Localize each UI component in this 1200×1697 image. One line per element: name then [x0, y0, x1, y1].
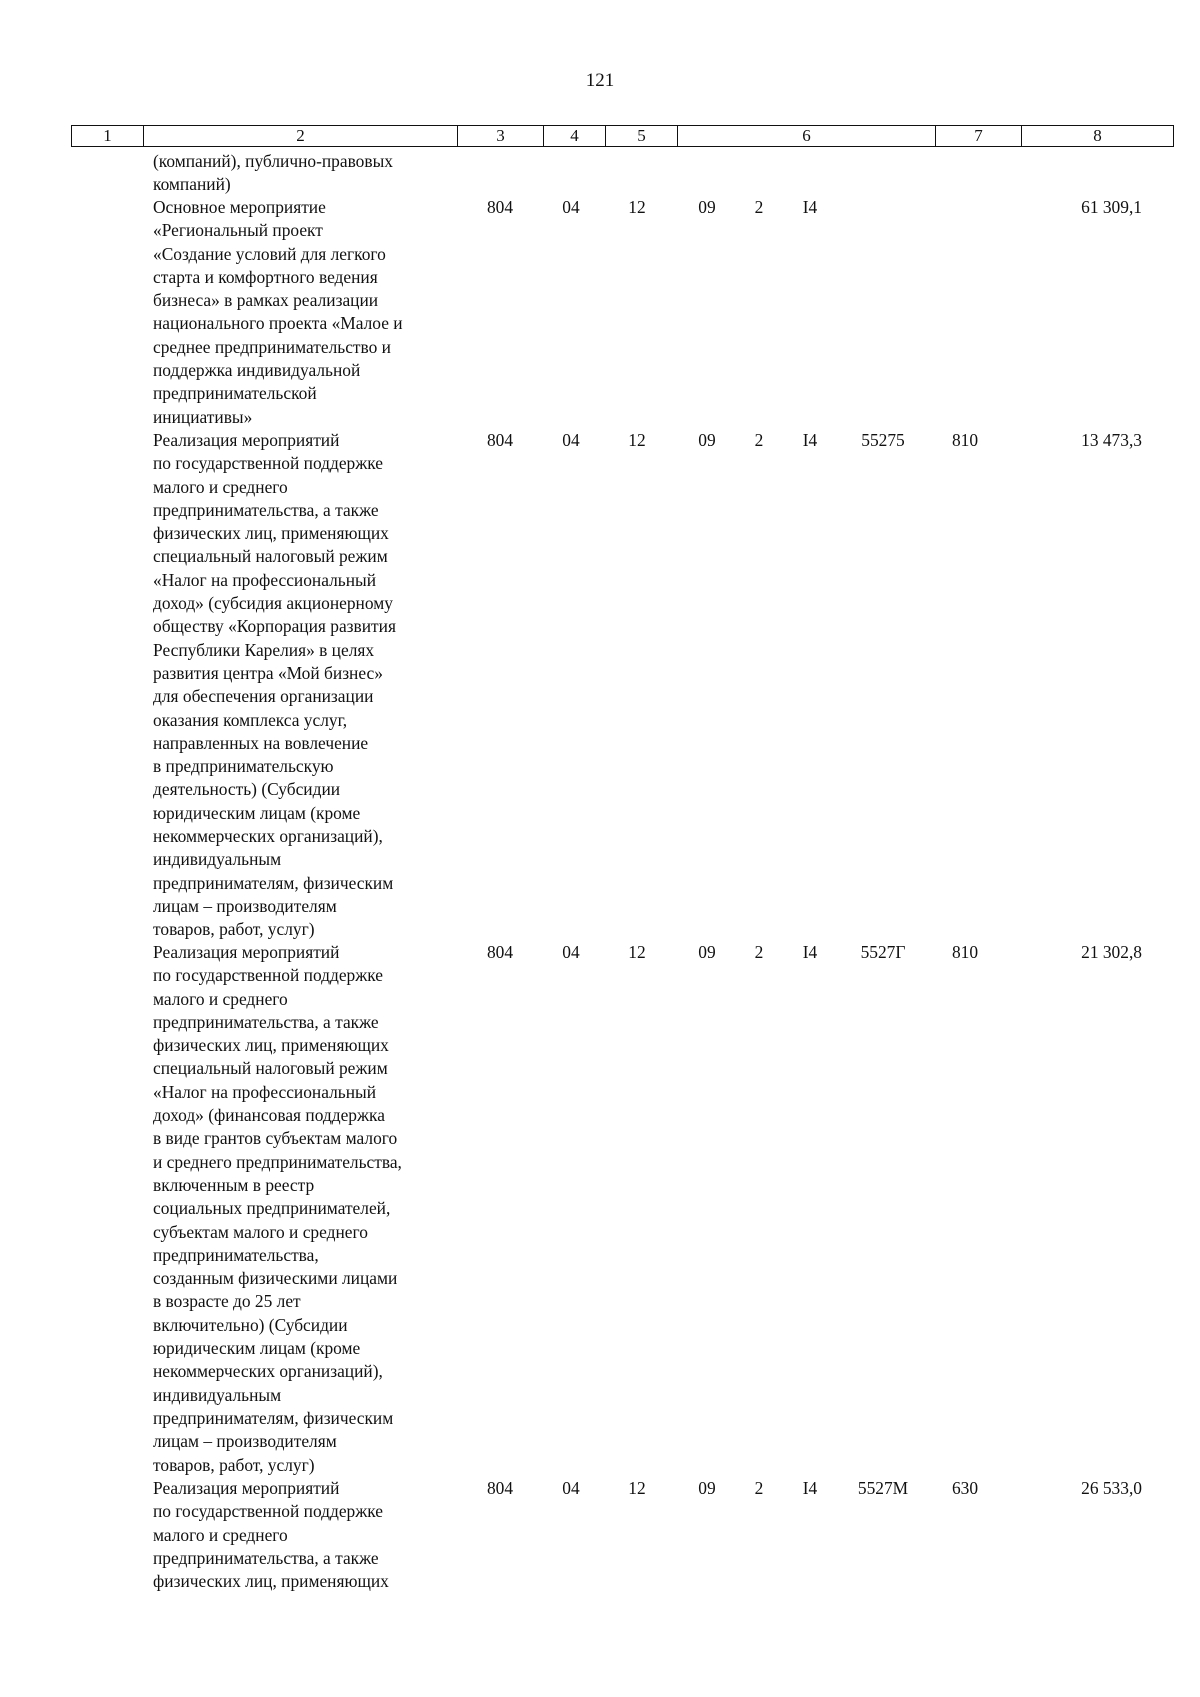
column-header-8: 8: [1022, 126, 1174, 147]
project-code: I4: [802, 197, 818, 217]
expense-type-code: 810: [951, 430, 979, 450]
ministry-code: 804: [486, 1478, 514, 1498]
program-code: 09: [698, 197, 716, 217]
program-code: 09: [698, 942, 716, 962]
ministry-code: 804: [486, 430, 514, 450]
section-code: 04: [562, 430, 580, 450]
direction-code: 55275: [861, 430, 905, 450]
subprogram-code: 2: [754, 430, 764, 450]
ministry-code: 804: [486, 197, 514, 217]
direction-code: 5527М: [857, 1478, 909, 1498]
subsection-code: 12: [628, 1478, 646, 1498]
column-header-7: 7: [936, 126, 1022, 147]
amount: 13 473,3: [1081, 430, 1142, 450]
program-code: 09: [698, 1478, 716, 1498]
subsection-code: 12: [628, 197, 646, 217]
section-code: 04: [562, 942, 580, 962]
program-code: 09: [698, 430, 716, 450]
column-header-5: 5: [606, 126, 678, 147]
column-header-1: 1: [72, 126, 144, 147]
expense-type-code: 630: [951, 1478, 979, 1498]
ministry-code: 804: [486, 942, 514, 962]
column-header-2: 2: [144, 126, 458, 147]
row-description: (компаний), публично-правовых компаний): [153, 151, 393, 195]
subprogram-code: 2: [754, 942, 764, 962]
subprogram-code: 2: [754, 197, 764, 217]
row-description: Основное мероприятие «Региональный проект «Создание условий для легкого старта и комфортного ведения бизнеса» в рамках реализации национального проекта «Малое и среднее предпринимательство и поддержка индивидуальной предпринимательской инициативы»: [153, 197, 403, 427]
column-header-row: [72, 126, 1174, 147]
column-header-4: 4: [544, 126, 606, 147]
row-description: Реализация мероприятий по государственной поддержке малого и среднего предпринимательства, а также физических лиц, применяющих специальный налоговый режим «Налог на профессиональный доход» (субсидия акционерному обществу «Корпорация развития Республики Карелия» в целях развития центра «Мой бизнес» для обеспечения организации оказания комплекса услуг, направленных на вовлечение в предпринимательскую деятельность) (Субсидии юридическим лицам (кроме некоммерческих организаций), индивидуальным предпринимателям, физическим лицам – производителям товаров, работ, услуг): [153, 430, 396, 940]
column-header-3: 3: [458, 126, 544, 147]
project-code: I4: [802, 942, 818, 962]
project-code: I4: [802, 430, 818, 450]
project-code: I4: [802, 1478, 818, 1498]
row-description: Реализация мероприятий по государственной поддержке малого и среднего предпринимательства, а также физических лиц, применяющих: [153, 1478, 389, 1592]
column-header-6: 6: [678, 126, 936, 147]
row-description: Реализация мероприятий по государственной поддержке малого и среднего предпринимательства, а также физических лиц, применяющих специальный налоговый режим «Налог на профессиональный доход» (финансовая поддержка в виде грантов субъектам малого и среднего предпринимательства, включенным в реестр социальных предпринимателей, субъектам малого и среднего предпринимательства, созданным физическими лицами в возрасте до 25 лет включительно) (Субсидии юридическим лицам (кроме некоммерческих организаций), индивидуальным предпринимателям, физическим лицам – производителям товаров, работ, услуг): [153, 942, 402, 1475]
subsection-code: 12: [628, 430, 646, 450]
direction-code: 5527Г: [860, 942, 906, 962]
section-code: 04: [562, 1478, 580, 1498]
subprogram-code: 2: [754, 1478, 764, 1498]
amount: 61 309,1: [1081, 197, 1142, 217]
amount: 21 302,8: [1081, 942, 1142, 962]
expense-type-code: 810: [951, 942, 979, 962]
amount: 26 533,0: [1081, 1478, 1142, 1498]
section-code: 04: [562, 197, 580, 217]
page-number: 121: [585, 70, 615, 91]
column-header-table: [71, 125, 1174, 147]
subsection-code: 12: [628, 942, 646, 962]
